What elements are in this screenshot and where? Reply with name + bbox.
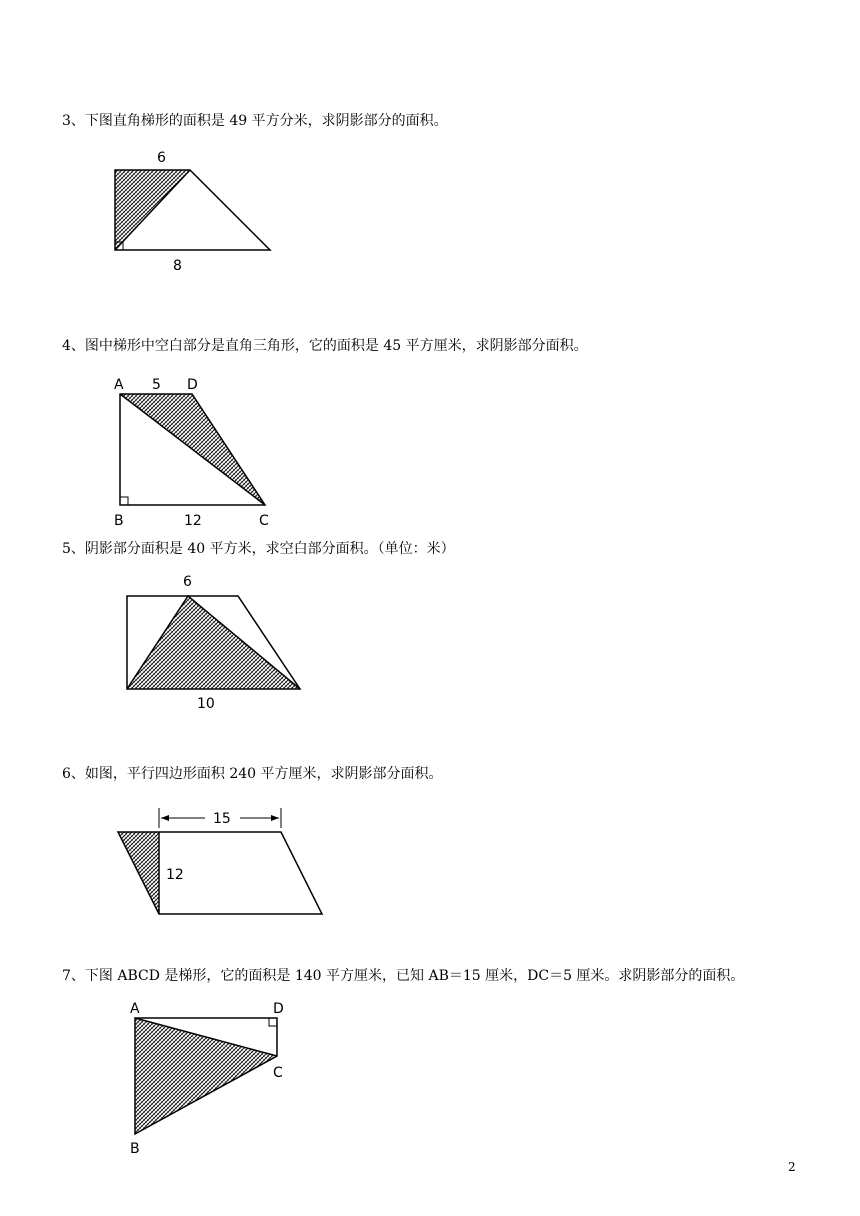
figure-4-trapezoid [114, 377, 269, 529]
figure-7-trapezoid [130, 1001, 284, 1157]
question-4-text: 4、图中梯形中空白部分是直角三角形，它的面积是 45 平方厘米，求阴影部分面积。 [62, 338, 588, 354]
figure-6-height-label: 12 [166, 867, 184, 883]
figure-6-parallelogram [118, 808, 322, 914]
figure-4-label-c: C [259, 513, 269, 529]
figure-5-shaded-triangle [127, 596, 300, 689]
figure-7-shaded-triangle [135, 1018, 277, 1134]
figure-4-label-d: D [187, 377, 198, 393]
figure-4-label-a: A [114, 377, 124, 393]
page-number: 2 [788, 1160, 796, 1174]
figure-6-arrow-right [271, 815, 279, 821]
figure-6-top-label: 15 [213, 811, 231, 827]
question-6-text: 6、如图，平行四边形面积 240 平方厘米，求阴影部分面积。 [62, 766, 443, 782]
figure-7-right-angle-mark [269, 1018, 277, 1026]
figure-5-trapezoid [127, 574, 300, 712]
figure-4-top-label: 5 [152, 377, 161, 393]
figure-3-bottom-label: 8 [173, 258, 182, 274]
figure-7-label-c: C [273, 1065, 283, 1081]
question-5-text: 5、阴影部分面积是 40 平方米，求空白部分面积。（单位：米） [62, 541, 455, 557]
figure-4-right-angle-mark [120, 497, 128, 505]
figure-4-label-b: B [114, 513, 124, 529]
question-3-text: 3、下图直角梯形的面积是 49 平方分米，求阴影部分的面积。 [62, 113, 448, 129]
figure-5-bottom-label: 10 [197, 696, 215, 712]
figure-7-label-b: B [130, 1141, 140, 1157]
figure-6-arrow-left [161, 815, 169, 821]
figure-5-top-label: 6 [183, 574, 192, 590]
figure-3-top-label: 6 [157, 150, 166, 166]
figure-7-label-a: A [130, 1001, 140, 1017]
figure-7-label-d: D [273, 1001, 284, 1017]
question-7-text: 7、下图 ABCD 是梯形，它的面积是 140 平方厘米，已知 AB＝15 厘米，DC＝5 厘米。求阴影部分的面积。 [62, 968, 745, 984]
figure-3-trapezoid [115, 150, 270, 274]
figure-4-bottom-label: 12 [184, 513, 202, 529]
